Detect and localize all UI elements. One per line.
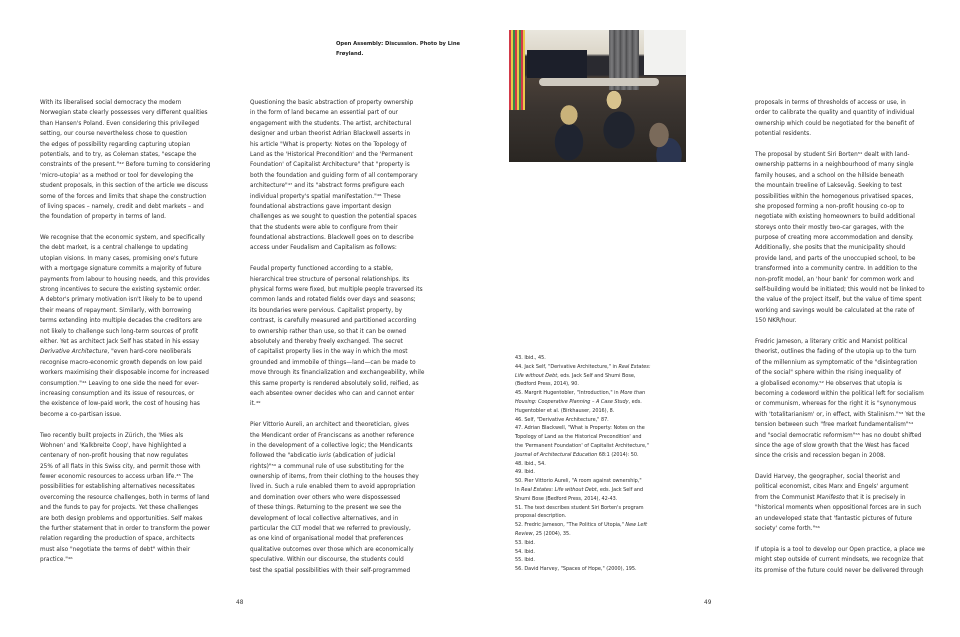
text-line: storeys onto their mostly two-car garages, with the — [755, 224, 904, 231]
text-line: potentials, and to try, as Coleman states, "escape the — [40, 151, 197, 158]
text-line: terms extending into multiple decades the creditors are — [40, 318, 202, 325]
text-line: 53. Ibid. — [515, 539, 535, 546]
text-line: hierarchical tree structure of personal relationships. Its — [250, 276, 410, 283]
text-line: foundational abstractions. Blackwell goes on to describe — [250, 235, 414, 242]
text-line: and "social democratic reformism"⁵⁵ has no doubt shifted — [755, 432, 922, 439]
text-line: recognise macro-economic growth depends on low paid — [40, 359, 202, 366]
footnotes — [515, 354, 650, 574]
text-line: 54. Ibid. — [515, 548, 535, 555]
text-line: with 'totalitarianism' or, in effect, with Stalinism."⁵³ Yet the — [755, 411, 926, 418]
text-segment: from the Communist — [755, 494, 817, 501]
text-line: relation regarding the production of space, architects — [40, 536, 195, 543]
text-line — [515, 389, 650, 398]
text-line: a globalised economy.⁵² He observes that utopia is — [755, 380, 902, 387]
text-line: of living spaces – namely, credit and debt markets – and — [40, 203, 204, 210]
paragraph — [250, 264, 424, 409]
text-line: the debt market, is a central challenge to updating — [40, 245, 188, 252]
photo-blackboard — [527, 50, 587, 78]
text-line: student proposals, in this section of the article we discuss — [40, 183, 208, 190]
text-line: particular the CLT model that we referred to previously, — [250, 526, 411, 533]
paragraph — [755, 150, 925, 327]
text-line: Foundation' of Capitalist Architecture" that "property is — [250, 162, 410, 169]
text-line: some of the forces and limits that shape the construction — [40, 193, 207, 200]
text-line: David Harvey, the geographer, social theorist and — [755, 474, 901, 481]
text-line: of the millennium as symptomatic of the "disintegration — [755, 359, 918, 366]
left-page-column-1 — [40, 98, 211, 576]
text-line: 25% of all flats in this Swiss city, and permit those with — [40, 463, 201, 470]
photo-window — [644, 30, 686, 75]
text-line: theorist, outlines the fading of the utopia up to the turn — [755, 349, 917, 356]
text-line: than Hansen's Poland. Even considering this privileged — [40, 120, 200, 127]
figure-caption — [336, 40, 460, 61]
text-line — [515, 398, 650, 407]
text-line: she proposed forming a non-profit housing co-op to — [755, 203, 905, 210]
left-page-column-2 — [250, 98, 424, 586]
text-line: possibilities within the homogenous privatised spaces, — [755, 193, 914, 200]
text-line: or communism, whereas for the right it is "synonymous — [755, 401, 917, 408]
text-line: of these things. Returning to the present we see the — [250, 505, 402, 512]
text-line: with a mortgage signature commits a majority of future — [40, 266, 202, 273]
text-line: challenges as we sought to question the potential spaces — [250, 214, 417, 221]
text-line: provide land, and parts of the unoccupied school, to be — [755, 255, 916, 262]
text-line — [515, 486, 650, 495]
text-line: test the spatial possibilities with their self-programmed — [250, 567, 411, 574]
text-line: If utopia is a tool to develop our Open practice, a place we — [755, 546, 925, 553]
text-line: workers maximising their disposable income for increased — [40, 370, 209, 377]
text-segment: followed the "abdicatio — [250, 453, 319, 460]
text-line — [515, 372, 650, 381]
text-line: constraints of the present."⁴² Before turning to considering — [40, 162, 211, 169]
right-page-column — [755, 98, 925, 586]
text-line: access under Feudalism and Capitalism as follows: — [250, 245, 397, 252]
page-number-left: 48 — [236, 600, 244, 606]
text-line: its boundaries were pervious. Capitalist property, by — [250, 307, 403, 314]
text-segment: , 25 (2004), 35. — [532, 530, 571, 537]
paragraph — [40, 98, 211, 223]
text-line: Fredric Jameson, a literary critic and Marxist political — [755, 338, 908, 345]
text-segment: In — [515, 486, 522, 493]
text-line: With its liberalised social democracy the modern — [40, 100, 182, 106]
text-line: order to calibrate the quality and quantity of individual — [755, 110, 915, 117]
text-line: overcoming the resource challenges, both in terms of land — [40, 494, 210, 501]
text-line: strong incentives to secure the existing systemic order. — [40, 287, 201, 294]
text-line — [755, 493, 925, 503]
text-line: payments from labour to housing needs, and this provides — [40, 276, 210, 283]
text-line: common lands and rotated fields over days and seasons; — [250, 297, 416, 304]
caption-line: Open Assembly: Discussion. Photo by Line — [336, 41, 461, 47]
text-line: becoming a codeword within the political left for socialism — [755, 390, 924, 397]
italic-text: iuris — [318, 453, 331, 460]
text-line: Hugentobler et al. (Birkhauser, 2016), 8. — [515, 407, 615, 414]
text-line: speculative. Within our discourse, the students could — [250, 557, 404, 564]
text-line: the edges of possibility regarding capturing utopian — [40, 141, 191, 148]
text-line — [515, 363, 650, 372]
text-line: and domination over others who were dispossessed — [250, 494, 401, 501]
text-line: 49. Ibid. — [515, 469, 535, 476]
text-line: to ownership rather than use, so that it can be owned — [250, 328, 407, 335]
text-segment: that it is precisely in — [844, 494, 906, 501]
paragraph — [755, 337, 925, 462]
text-line: Shumi Bose (Bedford Press, 2014), 42-43. — [515, 495, 618, 502]
text-line: 50. Pier Vittorio Aureli, "A room against ownership," — [515, 478, 642, 485]
text-line: in the form of land became an essential part of our — [250, 110, 399, 117]
italic-text: More than — [620, 390, 646, 397]
text-line: proposals in terms of thresholds of access or use, in — [755, 100, 906, 106]
text-line: move through its financialization and exchangeability, while — [250, 370, 425, 377]
text-line: become a co-partisan issue. — [40, 411, 122, 418]
paragraph — [40, 233, 211, 420]
text-line: society' come forth."⁵⁶ — [755, 526, 820, 533]
text-line: Additionally, she posits that the municipality should — [755, 245, 906, 252]
text-line: rights)"⁵⁰ a communal rule of use substituting for the — [250, 463, 404, 470]
text-line: 48. Ibid., 54. — [515, 460, 546, 467]
text-line: ownership patterns in a neighbourhood of many single — [755, 162, 914, 169]
text-line: it.⁴⁹ — [250, 401, 261, 408]
text-line: 55. Ibid. — [515, 557, 535, 564]
italic-text: Housing: Cooperative Planning – A Case Study — [515, 398, 629, 405]
text-segment: (abdication of judicial — [330, 453, 396, 460]
text-line: their means of repayment. Similarly, with borrowing — [40, 307, 192, 314]
text-line: Pier Vittorio Aureli, an architect and theoretician, gives — [250, 422, 409, 429]
text-line: potential residents. — [755, 131, 812, 138]
text-line: the foundation of property in terms of land. — [40, 214, 166, 221]
paragraph — [40, 431, 211, 566]
italic-text: Real Estates: — [618, 363, 651, 370]
text-line — [250, 451, 424, 461]
text-line: and the funds to pay for projects. Yet these challenges — [40, 505, 199, 512]
text-segment: 52. Fredric Jameson, "The Politics of Utopia," — [515, 522, 626, 529]
text-line: 43. Ibid., 45. — [515, 355, 546, 361]
text-line: its promise of the future could never be delivered through — [755, 567, 924, 574]
text-line: Norwegian state clearly possesses very different qualities — [40, 110, 208, 117]
text-segment: 68:1 (2014): 50. — [597, 451, 639, 458]
text-line: ownership which could be negotiated for the benefit of — [755, 120, 915, 127]
text-line: Land as the 'Historical Precondition' and the 'Permanent — [250, 151, 413, 158]
text-line: 51. The text describes student Siri Borten's program — [515, 504, 644, 511]
text-line — [515, 521, 650, 530]
text-line: increasing consumption and its issue of resources, or — [40, 390, 195, 397]
text-line: utopian visions. In many cases, promising one's future — [40, 255, 198, 262]
text-line: an undeveloped state that 'fantastic pictures of future — [755, 515, 913, 522]
text-line: Topology of Land as the Historical Precondition' and — [515, 434, 642, 441]
photo-table — [539, 78, 659, 86]
text-line: 47. Adrian Blackwell, "What is Property: Notes on the — [515, 425, 645, 432]
text-line: contrast, is carefully measured and partitioned according — [250, 318, 417, 325]
text-line: (Bedford Press, 2014), 90. — [515, 381, 579, 388]
text-line: 46. Self, "Derivative Architecture," 87. — [515, 416, 609, 423]
caption-line: Frøyland. — [336, 51, 364, 58]
text-line: Questioning the basic abstraction of property ownership — [250, 100, 414, 106]
text-line: working and savings would be calculated at the rate of — [755, 307, 915, 314]
text-line: possibilities for establishing alternatives necessitates — [40, 484, 195, 491]
text-line: "historical moments when oppositional forces are in such — [755, 505, 922, 512]
text-line: either. Yet as architect Jack Self has stated in his essay — [40, 338, 199, 345]
italic-text: Journal of Architectural Education — [515, 451, 598, 458]
text-line: physical forms were fixed, but multiple people traversed its — [250, 287, 423, 294]
text-segment: , eds. Jack Self and — [596, 486, 644, 493]
text-line: A debtor's primary motivation isn't likely to be to upend — [40, 297, 203, 304]
italic-text: Derivative Architecture — [40, 349, 108, 356]
text-line: designer and urban theorist Adrian Blackwell asserts in — [250, 131, 411, 138]
text-line: fewer economic resources to access urban life.⁴⁵ The — [40, 474, 194, 481]
text-line: architecture"⁴⁷ and its "abstract forms prefigure each — [250, 183, 405, 190]
text-line: Feudal property functioned according to a stable, — [250, 266, 394, 273]
text-line: the existence of low-paid work, the cost of housing has — [40, 401, 200, 408]
text-line: tension between such "free market fundamentalism"⁵⁴ — [755, 422, 914, 429]
text-line: negotiate with existing homeowners to build additional — [755, 214, 915, 221]
text-line: since the crisis and recession began in 2008. — [755, 453, 886, 460]
text-line: engagement with the students. The artist, architectural — [250, 120, 412, 127]
italic-text: Manifesto — [816, 494, 845, 501]
text-line: foundational abstractions gave important design — [250, 203, 392, 210]
text-line: the 'Permanent Foundation' of Capitalist Architecture," — [515, 442, 649, 449]
text-line: the mountain treeline of Laksevåg. Seeking to test — [755, 183, 902, 190]
text-line: in the development of a collective logic; the Mendicants — [250, 442, 413, 449]
text-segment: 45. Margrit Hugentobler, "Introduction," in — [515, 390, 621, 397]
text-line: transformed into a community centre. In addition to the — [755, 266, 918, 273]
text-line: this same property is rendered absolutely solid, reified, as — [250, 380, 419, 387]
text-line: qualitative outcomes over those which are economically — [250, 546, 414, 553]
photo-open-assembly-discussion — [509, 30, 686, 162]
text-line: non-profit model, an 'hour bank' for common work and — [755, 276, 914, 283]
text-line: both the foundation and guiding form of all contemporary — [250, 172, 418, 179]
text-line: proposal description. — [515, 513, 567, 520]
text-segment: , eds. Jack Self and Shumi Bose, — [557, 372, 636, 379]
text-line: the value of the project itself, but the value of time spent — [755, 297, 922, 304]
page-number-right: 49 — [704, 600, 712, 606]
text-line: might step outside of current mindsets, we recognize that — [755, 557, 924, 564]
text-line: Two recently built projects in Zürich, the 'Mies als — [40, 432, 184, 439]
text-line: political economist, cites Marx and Engels' argument — [755, 484, 909, 491]
text-line: as one kind of organisational model that preferences — [250, 536, 404, 543]
text-line: of capitalist property lies in the way in which the most — [250, 349, 408, 356]
paragraph — [755, 472, 925, 534]
text-line: consumption."⁴⁴ Leaving to one side the need for ever- — [40, 380, 199, 387]
text-line: self-building would be initiated; this would not be linked to — [755, 287, 925, 294]
text-segment: , eds. — [628, 398, 642, 405]
photo-striped-banner — [509, 30, 525, 110]
italic-text: New Left — [625, 522, 648, 529]
text-line: setting, our course nevertheless chose to question — [40, 131, 187, 138]
text-line: absolutely and thereby freely exchanged. The secret — [250, 338, 403, 345]
text-segment: 44. Jack Self, "Derivative Architecture," in — [515, 363, 619, 370]
text-line: 'micro-utopia' as a method or tool for developing the — [40, 172, 194, 179]
text-line: of the social" sphere within the rising inequality of — [755, 370, 902, 377]
text-line: individual property's spatial manifestation."⁴⁸ These — [250, 193, 401, 200]
italic-text: Review — [515, 530, 533, 537]
paragraph — [250, 420, 424, 576]
text-line: his article "What is property: Notes on the Topology of — [250, 141, 407, 148]
text-line: not likely to challenge such long-term sources of profit — [40, 328, 199, 335]
text-line: development of local collective alternatives, and in — [250, 515, 399, 522]
text-line: 150 NKR/hour. — [755, 318, 797, 325]
text-line: the further statement that in order to transform the power — [40, 526, 210, 533]
paragraph — [250, 98, 424, 254]
text-line — [515, 530, 650, 539]
text-line: family houses, and a school on the hillside beneath — [755, 172, 904, 179]
text-segment: , "even hard-core neoliberals — [107, 349, 192, 356]
text-line: are both design problems and opportunities. Self makes — [40, 515, 203, 522]
text-line: lived in. Such a rule enabled them to avoid appropriation — [250, 484, 416, 491]
text-line: Wohnen' and 'Kalkbreite Coop', have highlighted a — [40, 442, 187, 449]
paragraph — [755, 545, 925, 576]
text-line: since the age of slow growth that the West has faced — [755, 442, 910, 449]
text-line — [515, 451, 650, 460]
text-line: the Mendicant order of Franciscans as another reference — [250, 432, 415, 439]
text-line: each absentee owner decides who can and cannot enter — [250, 390, 415, 397]
text-line: centenary of non-profit housing that now regulates — [40, 453, 188, 460]
italic-text: Life without Debt — [515, 372, 558, 379]
text-line: ownership of items, from their clothing to the houses they — [250, 474, 419, 481]
text-line: practice."⁴⁶ — [40, 557, 73, 564]
paragraph — [755, 98, 925, 140]
text-line: purpose of creating more accommodation and density. — [755, 235, 914, 242]
text-line: The proposal by student Siri Borten⁵¹ dealt with land- — [755, 151, 910, 158]
text-line: grounded and immobile of things—land—can be made to — [250, 359, 416, 366]
text-line: that the students were able to configure from their — [250, 224, 398, 231]
text-line: must also "negotiate the terms of debt" within their — [40, 546, 191, 553]
text-line: 56. David Harvey, "Spaces of Hope," (2000), 195. — [515, 566, 637, 573]
text-line: We recognise that the economic system, and specifically — [40, 235, 205, 242]
text-line — [40, 347, 211, 357]
italic-text: Real Estates: Life without Debt — [521, 486, 597, 493]
